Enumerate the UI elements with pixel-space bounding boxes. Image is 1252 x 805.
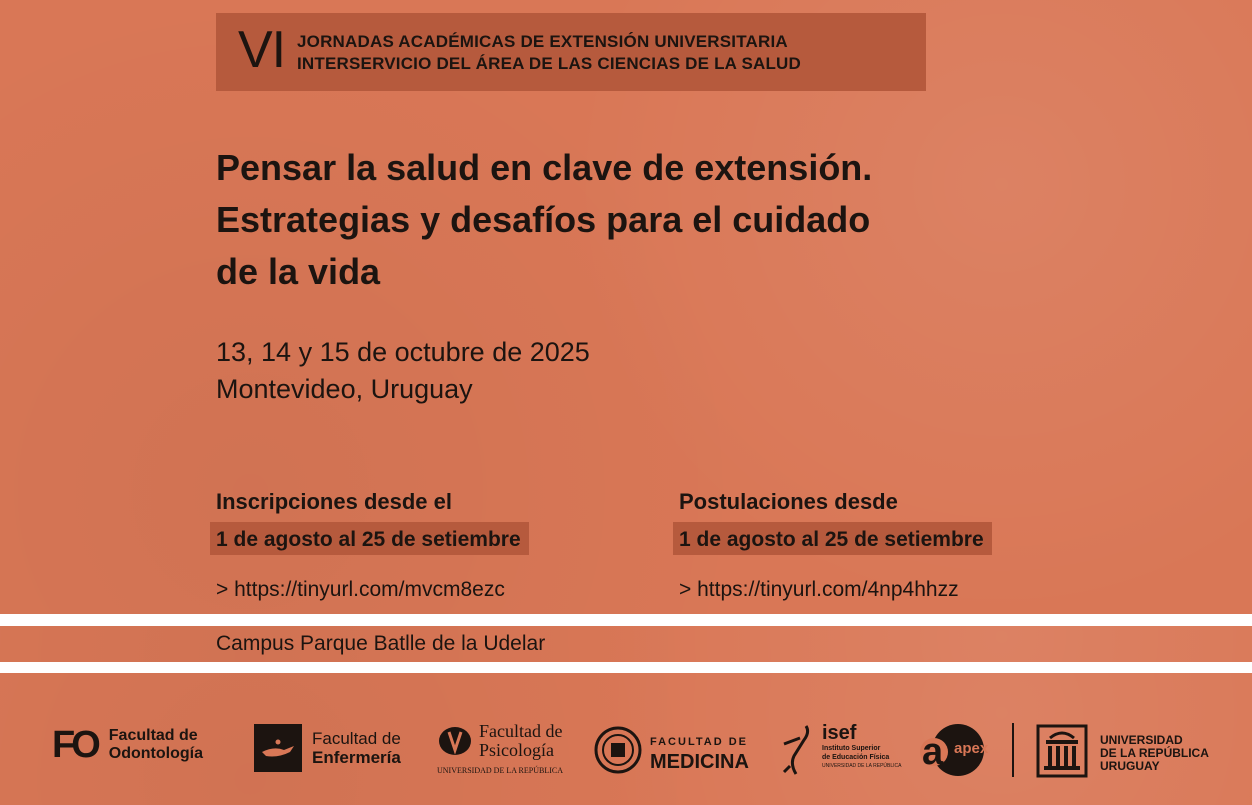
medicina-line-1: FACULTAD DE (650, 735, 748, 748)
inscripciones-heading: Inscripciones desde el (216, 489, 452, 514)
udelar-line-2: DE LA REPÚBLICA (1100, 746, 1209, 760)
lamp-icon (254, 724, 302, 772)
event-series-line-2: INTERSERVICIO DEL ÁREA DE LAS CIENCIAS DE LA SALUD (297, 54, 801, 73)
enfermeria-line-2: Enfermería (312, 748, 401, 767)
event-location: Montevideo, Uruguay (216, 374, 473, 404)
psicologia-sub: UNIVERSIDAD DE LA REPÚBLICA (437, 766, 563, 775)
psicologia-line-2: Psicología (479, 740, 554, 760)
inscripciones-section (216, 488, 521, 601)
isef-figure-icon (780, 722, 816, 783)
odontologia-line-2: Odontología (108, 745, 203, 762)
event-dates: 13, 14 y 15 de octubre de 2025 (216, 337, 590, 367)
psicologia-mark-icon (437, 724, 473, 763)
psicologia-line-1: Facultad de (479, 721, 563, 741)
logo-enfermeria (254, 724, 401, 772)
isef-line-3: UNIVERSIDAD DE LA REPÚBLICA (822, 763, 902, 769)
isef-line-1: Instituto Superior (822, 745, 881, 752)
svg-text:a: a (922, 731, 944, 773)
event-title-line-1: Pensar la salud en clave de extensión. (216, 147, 873, 188)
udelar-building-icon (1036, 724, 1088, 783)
event-title-line-3: de la vida (216, 251, 381, 292)
medicina-line-2: MEDICINA (650, 750, 749, 773)
event-series-line-1: JORNADAS ACADÉMICAS DE EXTENSIÓN UNIVERSITARIA (297, 32, 788, 51)
isef-name: isef (822, 722, 857, 744)
apex-name: apex (954, 740, 989, 757)
logo-psicologia (437, 722, 562, 763)
logo-apex (918, 722, 989, 778)
campus-band (0, 626, 1252, 662)
postulaciones-section (679, 488, 984, 601)
postulaciones-link[interactable]: > https://tinyurl.com/4np4hhzz (679, 578, 959, 601)
logo-isef (780, 722, 901, 783)
event-title-line-2: Estrategias y desafíos para el cuidado (216, 199, 871, 240)
apex-mark-icon (918, 722, 989, 778)
isef-line-2: de Educación Física (822, 754, 890, 761)
logo-divider (1012, 723, 1014, 777)
logo-udelar (1036, 724, 1209, 783)
logo-odontologia (52, 726, 203, 764)
inscripciones-range: 1 de agosto al 25 de setiembre (210, 522, 529, 555)
enfermeria-line-1: Facultad de (312, 729, 401, 748)
event-title (216, 142, 1036, 298)
postulaciones-range: 1 de agosto al 25 de setiembre (673, 522, 992, 555)
odontologia-line-1: Facultad de (108, 727, 198, 744)
medicina-seal-icon (594, 726, 642, 779)
event-details (216, 334, 590, 408)
event-series-name (297, 31, 801, 75)
fo-mark-icon: FO (52, 724, 97, 766)
udelar-line-1: UNIVERSIDAD (1100, 733, 1183, 747)
edition-number: VI (238, 21, 286, 79)
inscripciones-link[interactable]: > https://tinyurl.com/mvcm8ezc (216, 578, 505, 601)
postulaciones-heading: Postulaciones desde (679, 489, 898, 514)
venue: Campus Parque Batlle de la Udelar (216, 632, 546, 655)
logo-medicina (594, 726, 749, 779)
udelar-line-3: URUGUAY (1100, 759, 1160, 773)
